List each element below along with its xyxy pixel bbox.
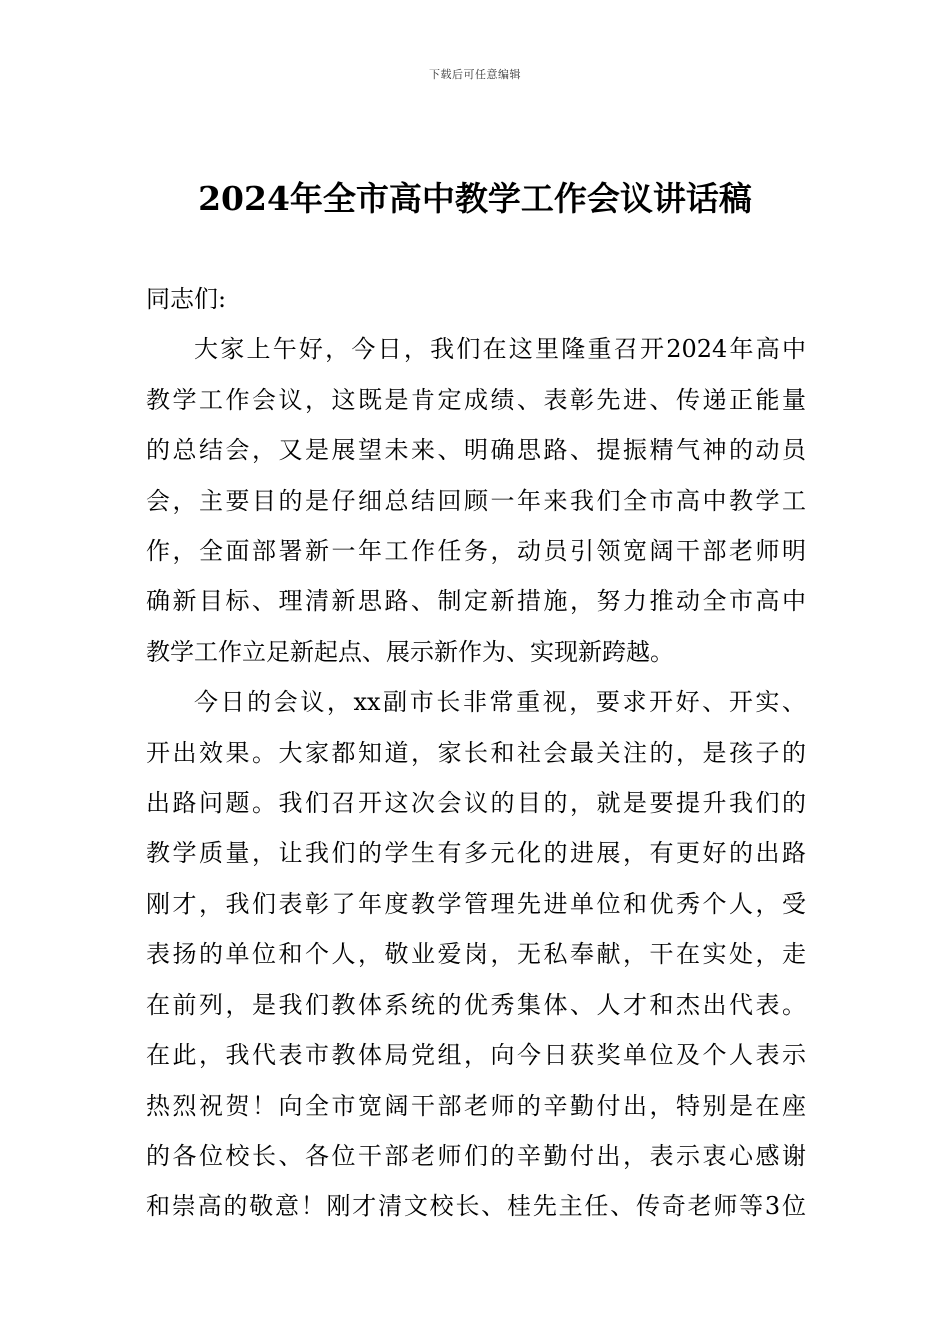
paragraph-line: 确新目标、理清新思路、制定新措施，努力推动全市高中 xyxy=(146,587,806,616)
paragraph-line: 教学质量，让我们的学生有多元化的进展，有更好的出路 xyxy=(146,839,806,868)
paragraph-line: 热烈祝贺！向全市宽阔干部老师的辛勤付出，特别是在座 xyxy=(146,1091,806,1120)
paragraph-line: 和崇高的敬意！刚才清文校长、桂先主任、传奇老师等3位 xyxy=(146,1192,806,1221)
paragraph-line: 作，全面部署新一年工作任务，动员引领宽阔干部老师明 xyxy=(146,537,806,566)
paragraph-line: 刚才，我们表彰了年度教学管理先进单位和优秀个人，受 xyxy=(146,889,806,918)
salutation: 同志们: xyxy=(146,285,227,313)
document-body xyxy=(146,274,806,1232)
document-title: 2024年全市高中教学工作会议讲话稿 xyxy=(198,179,752,218)
paragraph-line: 会，主要目的是仔细总结回顾一年来我们全市高中教学工 xyxy=(146,486,806,515)
paragraph-line: 大家上午好，今日，我们在这里隆重召开2024年高中 xyxy=(194,335,806,364)
header-note: 下载后可任意编辑 xyxy=(429,68,521,81)
paragraph-line: 教学工作立足新起点、展示新作为、实现新跨越。 xyxy=(146,637,674,666)
paragraph-1 xyxy=(146,324,806,677)
paragraph-line: 的总结会，又是展望未来、明确思路、提振精气神的动员 xyxy=(146,436,806,465)
paragraph-line: 出路问题。我们召开这次会议的目的，就是要提升我们的 xyxy=(146,789,806,818)
paragraph-line: 教学工作会议，这既是肯定成绩、表彰先进、传递正能量 xyxy=(146,385,806,414)
paragraph-line: 表扬的单位和个人，敬业爱岗，无私奉献，干在实处，走 xyxy=(146,940,806,969)
paragraph-2 xyxy=(146,677,806,1231)
paragraph-line: 的各位校长、各位干部老师们的辛勤付出，表示衷心感谢 xyxy=(146,1141,806,1170)
paragraph-line: 在前列，是我们教体系统的优秀集体、人才和杰出代表。 xyxy=(146,990,806,1019)
paragraph-line: 今日的会议，xx副市长非常重视，要求开好、开实、 xyxy=(194,688,806,717)
paragraph-line: 在此，我代表市教体局党组，向今日获奖单位及个人表示 xyxy=(146,1041,806,1070)
paragraph-line: 开出效果。大家都知道，家长和社会最关注的，是孩子的 xyxy=(146,738,806,767)
